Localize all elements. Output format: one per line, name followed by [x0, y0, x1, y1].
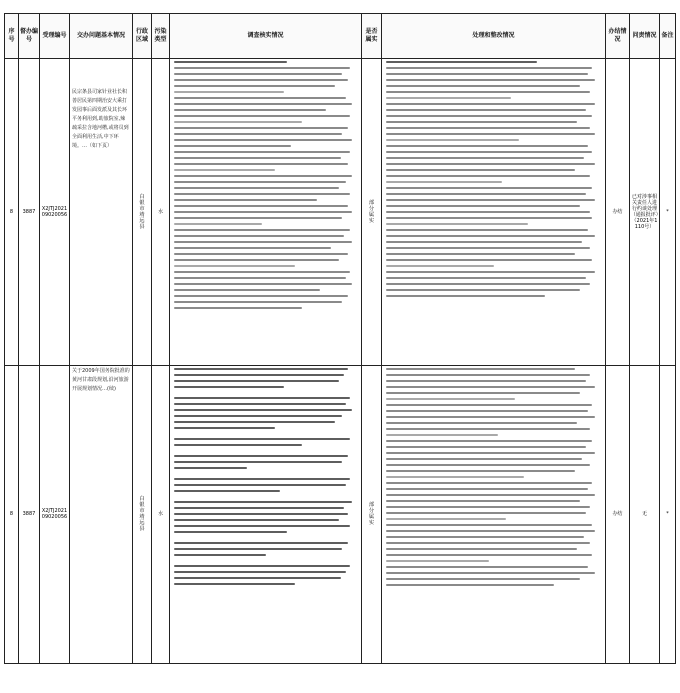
row-problem-text: 关于2009年国务院批准的黄河甘肃段规划,沿河旅游开展规划情况…(续) [72, 368, 130, 392]
header-admin-region: 行政区域 [133, 14, 152, 58]
row-accept-no: X2JTJ202109020056 [41, 508, 68, 520]
row-accountability: 已对涉事相关责任人进行约谈处理（通报批评）（2021年1110号） [630, 193, 659, 230]
header-note: 备注 [661, 32, 674, 39]
table-row [5, 58, 675, 366]
header-accept-no: 受理编号 [40, 14, 70, 58]
row-note: * [666, 511, 669, 517]
header-handling: 处理和整改情况 [382, 14, 606, 58]
row-admin-region: 白银市靖远县 [139, 496, 145, 532]
row-seq: 8 [9, 511, 14, 517]
row-accountability: 无 [641, 511, 647, 517]
row-accept-no: X2JTJ202109020056 [41, 205, 68, 218]
row-is-true: 部分属实 [368, 199, 375, 224]
header-seq: 序号 [5, 14, 19, 58]
row-supervisor-no: 3887 [22, 511, 36, 517]
header-is-true: 是否属实 [362, 14, 382, 58]
row-pollution-type: 水 [157, 511, 163, 517]
row-note: * [666, 208, 669, 215]
table-row [5, 365, 675, 663]
row-pollution-type: 水 [157, 208, 163, 215]
header-investigation: 调查核实情况 [170, 14, 362, 58]
row-result: 办结 [612, 511, 623, 517]
row-problem-text: 民宗条县司家针业社长积善居民第四期治安大乘打发园事后面发派及其长环平务利用到,助旅院室,辣疏采拉含地河槽,或将员到全面利用生活,中下环境。…（如下页） [72, 89, 129, 149]
header-result: 办结情况 [606, 14, 630, 58]
row-supervisor-no: 3887 [22, 208, 36, 215]
row-handling-text [382, 365, 606, 663]
row-investigation-text [170, 365, 362, 663]
petition-table [4, 13, 676, 664]
header-pollution-type: 污染类型 [152, 14, 170, 58]
row-handling-text [382, 58, 606, 365]
row-is-true: 部分属实 [368, 502, 375, 526]
table-header [5, 14, 675, 59]
header-accountability: 问责情况 [630, 14, 660, 58]
row-admin-region: 白银市靖远县 [139, 193, 145, 230]
row-seq: 8 [9, 208, 14, 215]
header-problem: 交办问题基本情况 [70, 14, 133, 58]
row-result: 办结 [612, 208, 623, 215]
row-investigation-text [170, 58, 362, 365]
header-supervisor-no: 督办编号 [19, 14, 40, 58]
